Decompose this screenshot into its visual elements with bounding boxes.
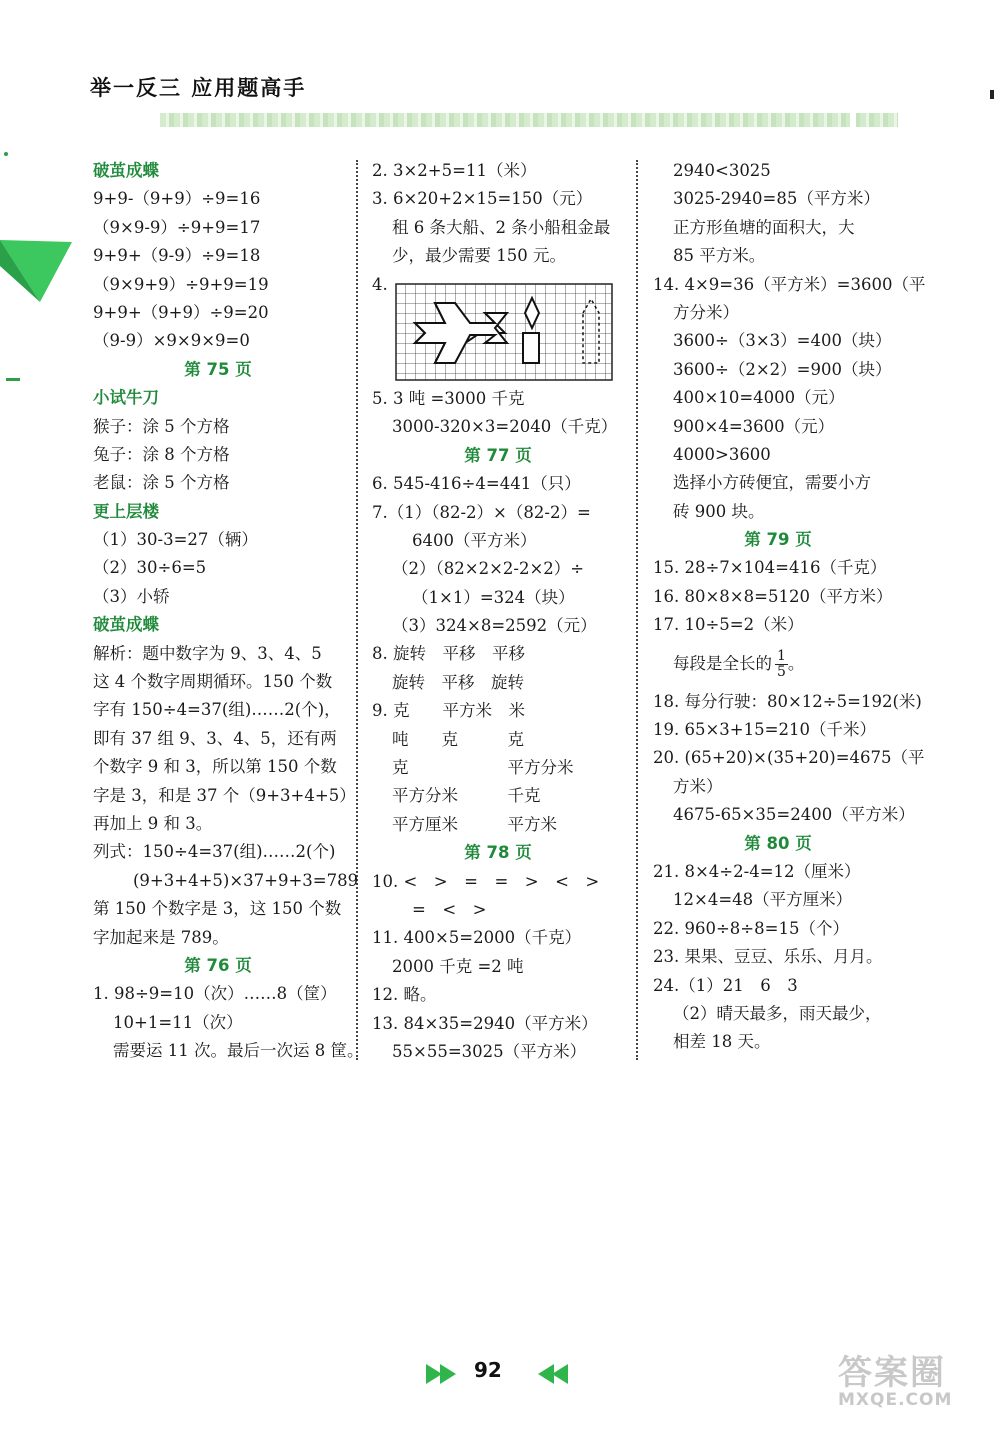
answer-line: 3000-320×3=2040（千克） <box>392 417 618 437</box>
answer-line: 正方形鱼塘的面积大，大 <box>673 217 855 237</box>
page-heading: 第 80 页 <box>744 833 812 853</box>
side-marker-dash <box>6 378 20 381</box>
answer-line: 21. 8×4÷2-4=12（厘米） <box>653 861 861 881</box>
answer-line: 克 平方分米 <box>392 758 574 778</box>
page-heading: 第 77 页 <box>464 445 532 465</box>
page-heading: 第 75 页 <box>184 359 252 379</box>
answer-line: 旋转 平移 旋转 <box>392 672 524 692</box>
answer-line: 7.（1）（82-2）×（82-2）= <box>372 502 591 522</box>
header-decoration-band <box>160 113 898 127</box>
page-heading: 第 76 页 <box>184 955 252 975</box>
answer-line: 少，最少需要 150 元。 <box>392 246 566 266</box>
answer-line: 55×55=3025（平方米） <box>392 1041 587 1061</box>
answer-line: 17. 10÷5=2（米） <box>653 615 804 635</box>
answer-line: 9+9+（9+9）÷9=20 <box>93 302 269 322</box>
answer-line: 6. 545-416÷4=441（只） <box>372 474 581 494</box>
answer-line: 5. 3 吨 =3000 千克 <box>372 388 525 408</box>
column-divider <box>636 160 638 1060</box>
answer-line: 3. 6×20+2×15=150（元） <box>372 189 593 209</box>
answer-line: 9. 克 平方米 米 <box>372 701 525 721</box>
answer-line: 400×10=4000（元） <box>673 388 845 408</box>
answer-line: 22. 960÷8÷8=15（个） <box>653 918 849 938</box>
section-heading: 小试牛刀 <box>93 388 159 408</box>
answer-line: 解析：题中数字为 9、3、4、5 <box>93 643 322 663</box>
answer-line: 相差 18 天。 <box>673 1032 771 1052</box>
answer-line: 13. 84×35=2940（平方米） <box>372 1013 598 1033</box>
answer-line: 6400（平方米） <box>412 530 537 550</box>
answer-line: 900×4=3600（元） <box>673 416 835 436</box>
fraction-prefix: 每段是全长的 <box>673 653 772 673</box>
answer-line: 3600÷（2×2）=900（块） <box>673 359 892 379</box>
answer-line: 19. 65×3+15=210（千米） <box>653 720 876 740</box>
answer-line: 选择小方砖便宜，需要小方 <box>673 473 871 493</box>
watermark-url: MXQE.COM <box>838 1390 953 1410</box>
answer-line: （3）324×8=2592（元） <box>392 616 597 636</box>
answer-line: 吨 克 克 <box>392 729 524 749</box>
answer-line: 砖 900 块。 <box>673 501 765 521</box>
right-arrows-icon <box>426 1362 466 1386</box>
answer-line: 3025-2940=85（平方米） <box>673 189 880 209</box>
answer-line: 4. <box>372 274 388 294</box>
answer-line: 11. 400×5=2000（千克） <box>372 928 582 948</box>
answer-line: 12. 略。 <box>372 985 437 1005</box>
answer-line: 字是 3，和是 37 个（9+3+4+5） <box>93 785 356 805</box>
page-heading: 第 78 页 <box>464 843 532 863</box>
fraction-denominator: 5 <box>777 663 786 680</box>
section-heading: 破茧成蝶 <box>93 615 159 635</box>
answer-line: 10. < > = = > < > <box>372 871 600 891</box>
answer-line: 4000>3600 <box>673 444 771 464</box>
answer-line: 2000 千克 =2 吨 <box>392 956 524 976</box>
answer-line: 24.（1）21 6 3 <box>653 975 798 995</box>
answer-line: 2. 3×2+5=11（米） <box>372 161 537 180</box>
page-heading: 第 79 页 <box>744 530 812 550</box>
answer-line: （3）小轿 <box>93 586 170 606</box>
answer-line: 个数字 9 和 3，所以第 150 个数 <box>93 757 337 777</box>
answer-line: 列式：150÷4=37(组)……2(个) <box>93 842 336 862</box>
answer-line: 3600÷（3×3）=400（块） <box>673 331 892 351</box>
book-title: 举一反三 应用题高手 <box>90 76 307 100</box>
answer-line: 15. 28÷7×104=416（千克） <box>653 558 887 578</box>
answer-line: 方米） <box>673 776 723 796</box>
answer-line: 即有 37 组 9、3、4、5，还有两 <box>93 728 337 748</box>
answer-line: （9×9+9）÷9+9=19 <box>93 274 269 294</box>
answer-line: 这 4 个数字周期循环。150 个数 <box>93 672 333 692</box>
answer-line: 2940<3025 <box>673 161 771 180</box>
answer-line: 平方厘米 平方米 <box>392 814 557 834</box>
fraction-suffix: 。 <box>787 653 805 673</box>
answer-line: （2）晴天最多，雨天最少， <box>673 1003 882 1023</box>
answer-line: （2）30÷6=5 <box>93 558 207 578</box>
answer-line: 9+9+（9-9）÷9=18 <box>93 246 261 266</box>
answer-line: 再加上 9 和 3。 <box>93 813 213 833</box>
answer-line: （9×9-9）÷9+9=17 <box>93 217 261 237</box>
answer-line: 字有 150÷4=37(组)……2(个)， <box>93 700 341 720</box>
answer-line: 10+1=11（次） <box>113 1012 243 1032</box>
fraction <box>775 649 788 680</box>
answer-line: 4675-65×35=2400（平方米） <box>673 805 915 825</box>
answer-line: 18. 每分行驶：80×12÷5=192(米) <box>653 691 922 711</box>
answer-line: 23. 果果、豆豆、乐乐、月月。 <box>653 947 883 967</box>
left-arrows-icon <box>530 1362 570 1386</box>
answer-line: 9+9-（9+9）÷9=16 <box>93 189 261 209</box>
answer-line: 方分米） <box>673 302 739 322</box>
fraction-numerator: 1 <box>777 647 786 664</box>
answer-line: 字加起来是 789。 <box>93 927 229 947</box>
answer-line: = < > <box>412 899 487 919</box>
answer-column-1 <box>93 157 364 1066</box>
answer-line: 16. 80×8×8=5120（平方米） <box>653 586 893 606</box>
answer-line: 12×4=48（平方厘米） <box>673 890 853 910</box>
answer-line: 老鼠：涂 5 个方格 <box>93 473 230 493</box>
side-marker-dot <box>4 152 8 156</box>
watermark-title: 答案圈 <box>838 1353 946 1393</box>
page-number: 92 <box>474 1358 502 1382</box>
answer-line: 14. 4×9=36（平方米）=3600（平 <box>653 274 926 294</box>
answer-line: 平方分米 千克 <box>392 786 541 806</box>
fraction-answer-line <box>653 640 903 688</box>
answer-line: 8. 旋转 平移 平移 <box>372 644 525 664</box>
section-heading: 更上层楼 <box>93 501 159 521</box>
answer-line: (9+3+4+5)×37+9+3=789 <box>133 870 359 890</box>
answer-line: 猴子：涂 5 个方格 <box>93 416 230 436</box>
answer-line: （2）（82×2×2-2×2）÷ <box>392 559 585 579</box>
answer-column-3 <box>653 157 926 1057</box>
answer-line: 20. (65+20)×(35+20)=4675（平 <box>653 748 925 768</box>
watermark-logo <box>838 1345 952 1410</box>
section-heading: 破茧成蝶 <box>93 161 159 180</box>
answer-line: 1. 98÷9=10（次）……8（筐） <box>93 984 337 1004</box>
side-triangle-decoration <box>0 236 75 306</box>
edge-mark <box>990 90 994 99</box>
answer-line: （9-9）×9×9×9=0 <box>93 331 250 351</box>
answer-line: 85 平方米。 <box>673 246 766 266</box>
transformation-grid-figure <box>395 283 615 387</box>
answer-line: （1×1）=324（块） <box>412 587 575 607</box>
answer-line: （1）30-3=27（辆） <box>93 530 258 550</box>
answer-line: 租 6 条大船、2 条小船租金最 <box>392 217 611 237</box>
page-footer <box>426 1356 566 1390</box>
answer-line: 第 150 个数字是 3，这 150 个数 <box>93 899 342 919</box>
answer-line: 需要运 11 次。最后一次运 8 筐。 <box>113 1041 364 1061</box>
column-divider <box>356 160 358 1060</box>
answer-line: 兔子：涂 8 个方格 <box>93 444 230 464</box>
